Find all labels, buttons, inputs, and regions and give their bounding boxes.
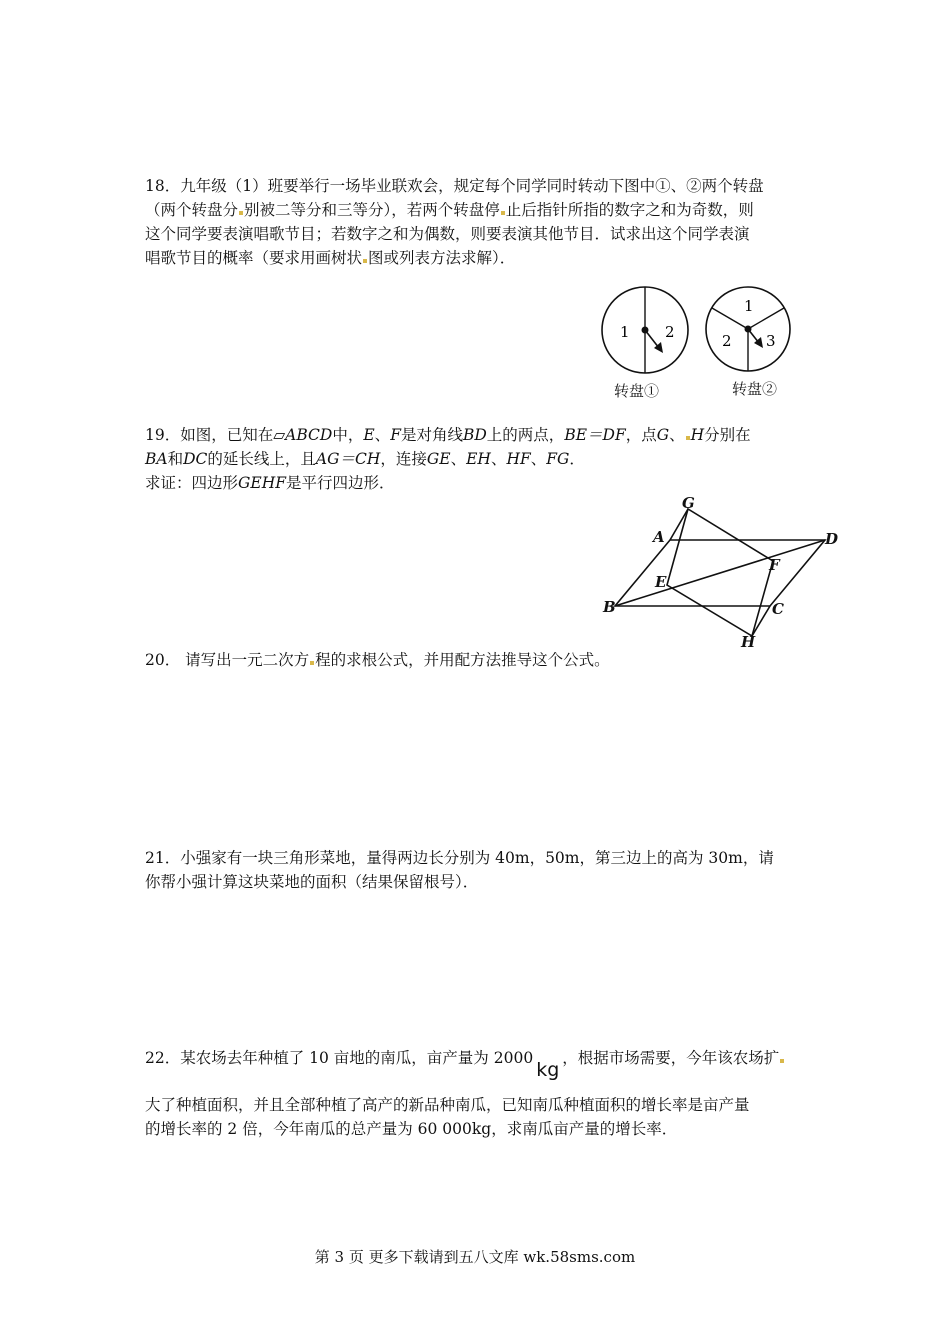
spinner-figure: [595, 282, 805, 382]
question-19: [145, 423, 815, 495]
q22-line-1: 22．某农场去年种植了 10 亩地的南瓜，亩产量为 2000kg，根据市场需要，今年该农场扩: [145, 1045, 815, 1083]
point-A: A: [653, 528, 665, 546]
edit-mark: [310, 661, 314, 665]
point-D: D: [825, 530, 839, 548]
edit-mark: [363, 259, 367, 263]
spinner-1-right: 2: [665, 323, 675, 341]
point-G: G: [682, 494, 695, 512]
q21-line-2: 你帮小强计算这块菜地的面积（结果保留根号）．: [145, 873, 479, 891]
q19-line-3: 求证：四边形GEHF是平行四边形．: [145, 474, 395, 492]
question-22: [145, 1045, 815, 1141]
question-20: 20． 请写出一元二次方 程的求根公式，并用配方法推导这个公式。: [145, 651, 610, 669]
edit-mark: [501, 211, 505, 215]
point-E: E: [655, 573, 667, 591]
q19-line-2: BA和DC的延长线上，且AG＝CH，连接GE、EH、HF、FG．: [145, 450, 585, 468]
question-18: [145, 174, 815, 270]
spinner-2-right: 3: [766, 332, 776, 350]
spinner-2: [706, 287, 790, 371]
spinner-2-left: 2: [722, 332, 732, 350]
q21-line-1: 21．小强家有一块三角形菜地，量得两边长分别为 40m，50m，第三边上的高为 30m，请: [145, 849, 774, 867]
q22-line-3: 的增长率的 2 倍，今年南瓜的总产量为 60 000kg，求南瓜亩产量的增长率．: [145, 1120, 678, 1138]
q18-line-1: 18．九年级（1）班要举行一场毕业联欢会，规定每个同学同时转动下图中①、②两个转盘: [145, 177, 764, 195]
spinner-2-caption: 转盘②: [732, 380, 778, 398]
q18-line-4: 唱歌节目的概率（要求用画树状 图或列表方法求解）．: [145, 249, 516, 267]
q22-line-2: 大了种植面积，并且全部种植了高产的新品种南瓜，已知南瓜种植面积的增长率是亩产量: [145, 1096, 750, 1114]
edit-mark: [686, 436, 690, 440]
point-B: B: [603, 598, 616, 616]
page-footer: 第 3 页 更多下载请到五八文库 wk.58sms.com: [314, 1248, 636, 1266]
edit-mark: [239, 211, 243, 215]
spinner-1: [602, 287, 688, 373]
spinner-2-top: 1: [744, 297, 754, 315]
question-21: [145, 846, 815, 894]
q19-line-1: 19．如图，已知在▱ABCD中，E、F是对角线BD上的两点，BE＝DF，点G、 H分别在: [145, 426, 751, 444]
spinner-1-caption: 转盘①: [614, 382, 660, 400]
point-C: C: [772, 600, 784, 618]
spinner-1-left: 1: [620, 323, 630, 341]
parallelogram-figure: [595, 493, 845, 653]
q18-line-3: 这个同学要表演唱歌节目；若数字之和为偶数，则要表演其他节目．试求出这个同学表演: [145, 225, 750, 243]
edit-mark: [780, 1059, 784, 1063]
point-H: H: [741, 633, 756, 651]
point-F: F: [769, 556, 780, 574]
q18-line-2: （两个转盘分 别被二等分和三等分），若两个转盘停 止后指针所指的数字之和为奇数，则: [145, 201, 754, 219]
